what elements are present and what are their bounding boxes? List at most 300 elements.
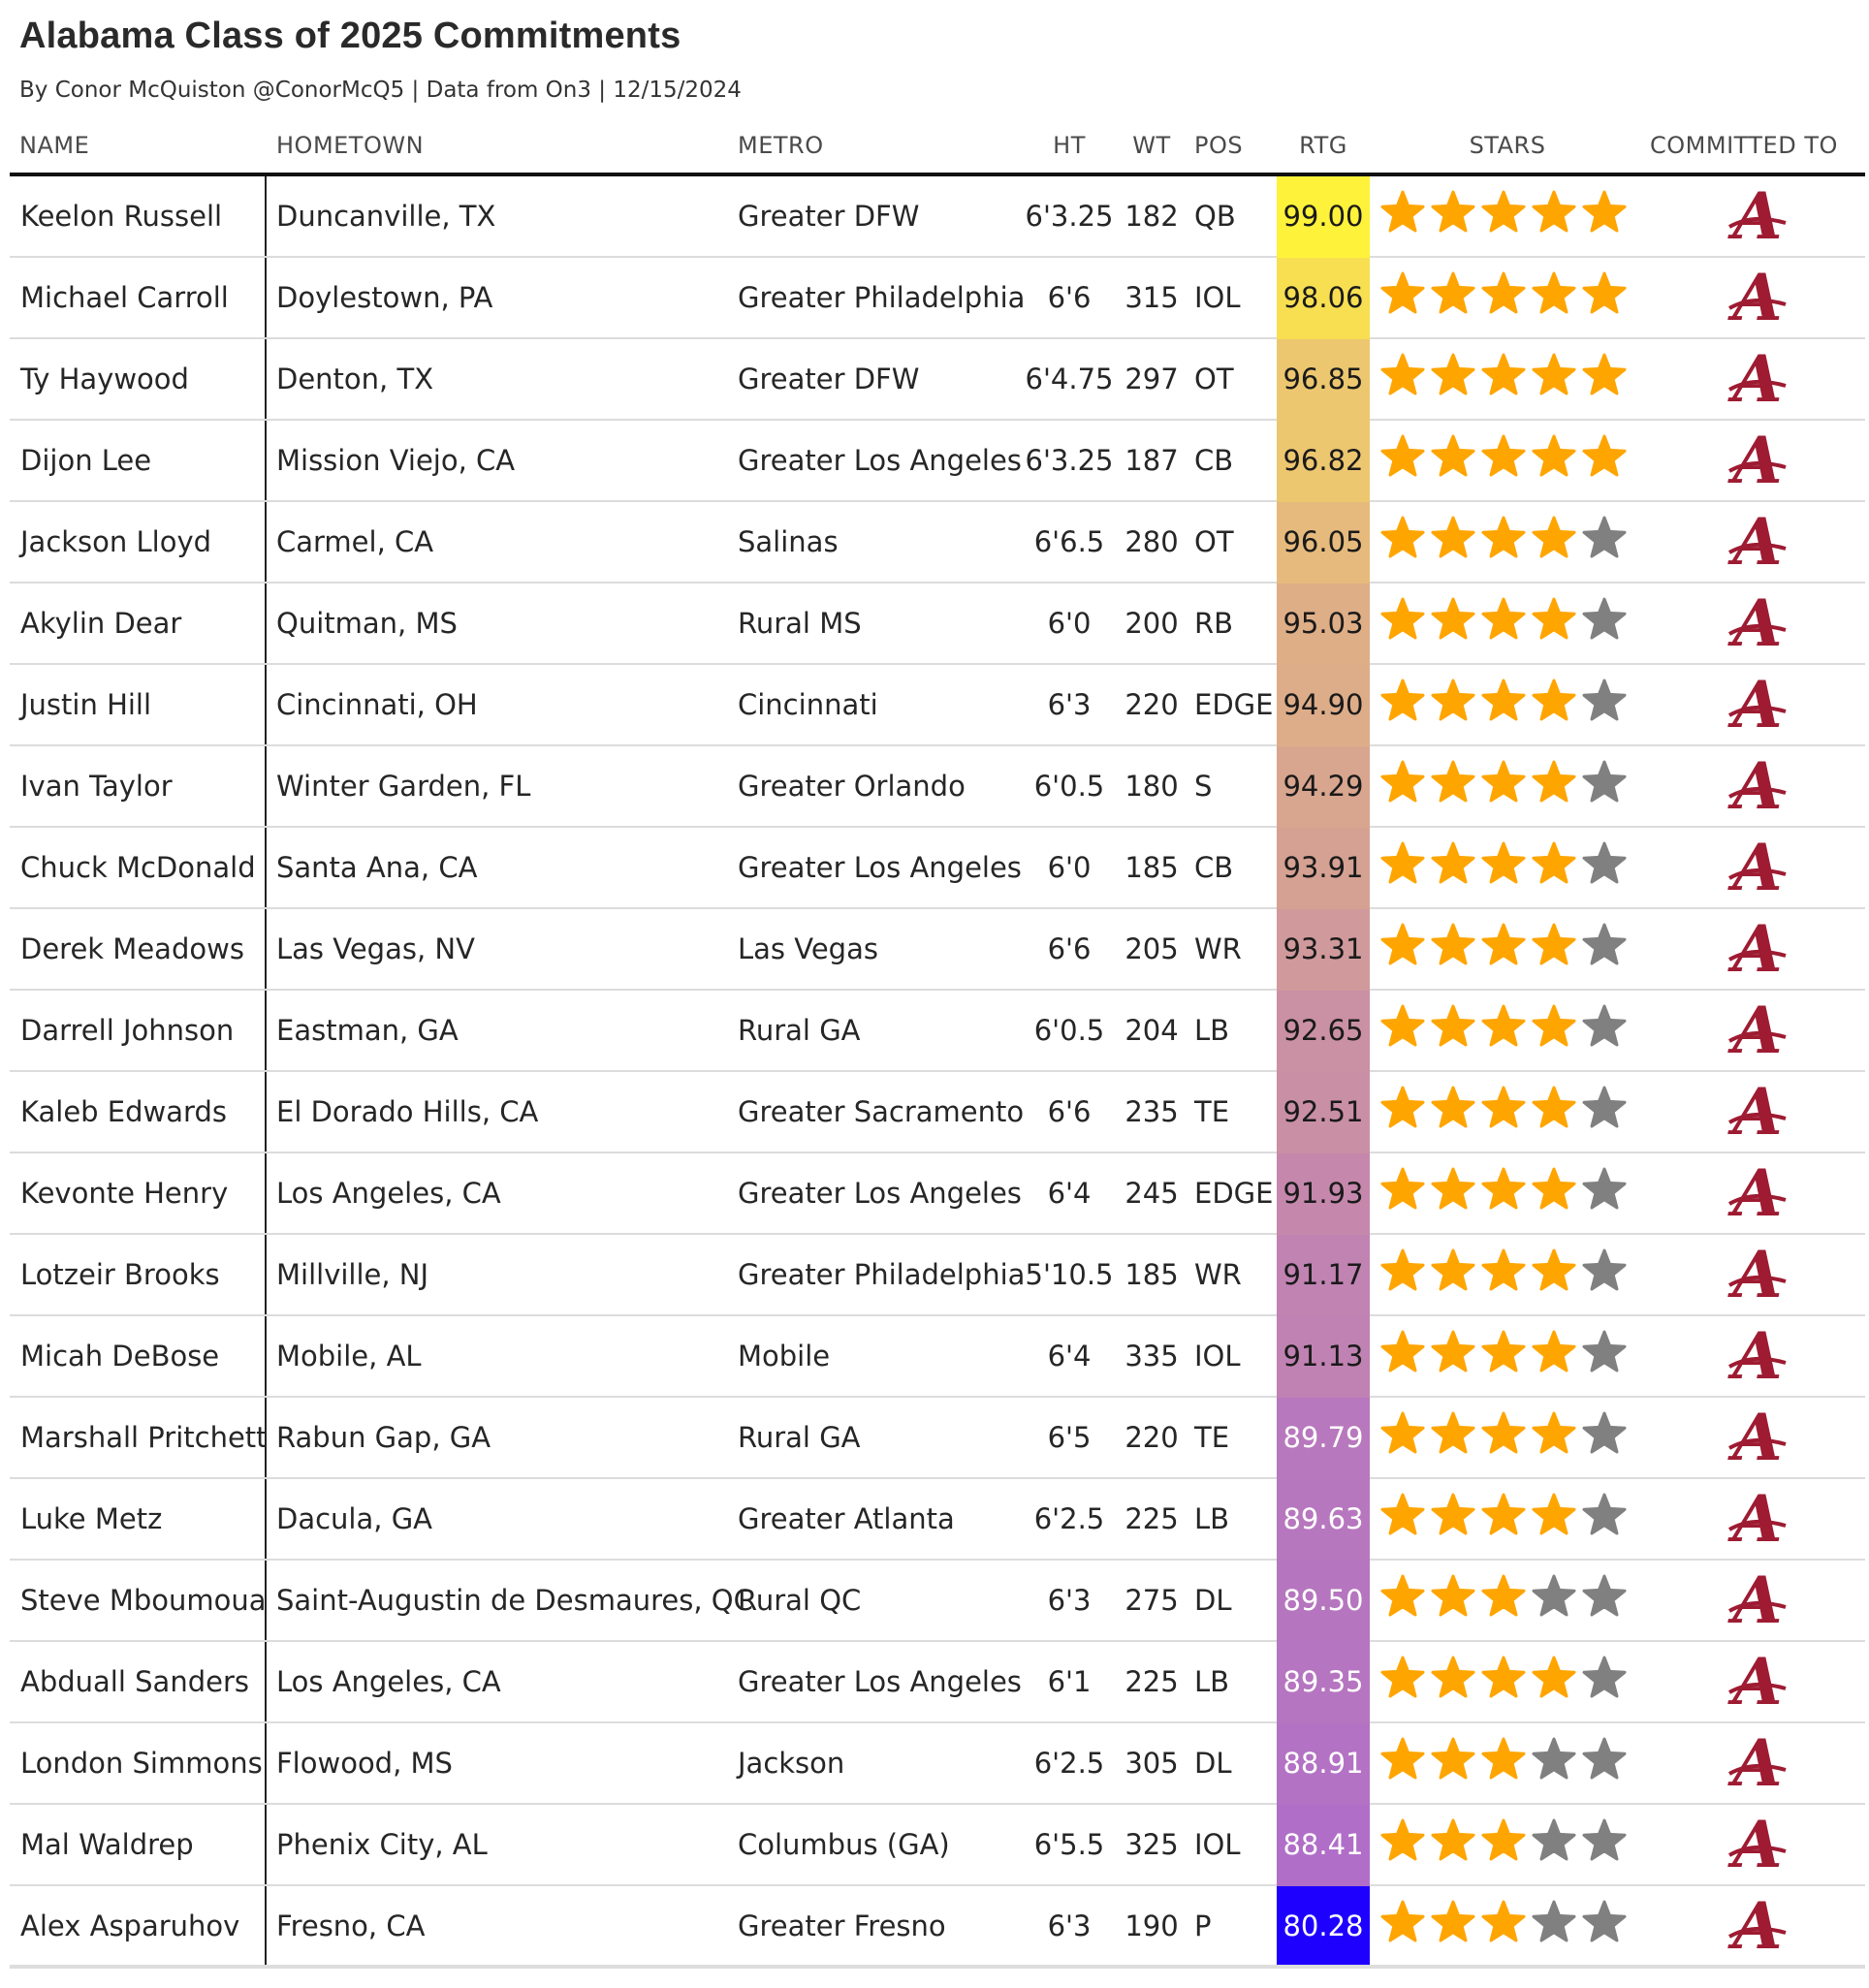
cell-weight: 205 [1125, 932, 1179, 965]
cell-position: TE [1194, 1095, 1230, 1128]
cell-hometown: Los Angeles, CA [276, 1177, 501, 1210]
cell-weight: 305 [1125, 1747, 1179, 1780]
column-header-hometown: HOMETOWN [276, 132, 425, 159]
alabama-script-a-logo [1724, 917, 1791, 981]
cell-hometown: Millville, NJ [276, 1258, 429, 1291]
cell-position: TE [1194, 1421, 1230, 1454]
cell-hometown: Santa Ana, CA [276, 851, 478, 884]
column-header-stars: STARS [1469, 132, 1546, 159]
cell-height: 6'2.5 [1033, 1502, 1105, 1535]
table-row [10, 1561, 1865, 1642]
cell-position: IOL [1194, 1340, 1241, 1373]
star-icon [1532, 923, 1576, 967]
cell-position: QB [1194, 200, 1236, 233]
table-row [10, 258, 1865, 339]
cell-weight: 335 [1125, 1340, 1179, 1373]
cell-metro: Greater Los Angeles [738, 1177, 1022, 1210]
star-icon [1582, 678, 1627, 723]
star-icon [1582, 353, 1627, 397]
cell-weight: 280 [1125, 525, 1179, 558]
cell-rating: 98.06 [1277, 258, 1370, 339]
cell-name: Abduall Sanders [20, 1665, 249, 1698]
star-icon [1380, 1004, 1425, 1049]
cell-name: Chuck McDonald [20, 851, 256, 884]
star-icon [1380, 1167, 1425, 1212]
cell-hometown: Fresno, CA [276, 1909, 426, 1942]
table-row [10, 584, 1865, 665]
cell-name: Derek Meadows [20, 932, 244, 965]
star-icon [1481, 1004, 1526, 1049]
star-icon [1431, 271, 1475, 316]
star-icon [1582, 1167, 1627, 1212]
star-icon [1582, 1248, 1627, 1293]
table-row [10, 909, 1865, 991]
alabama-script-a-logo [1724, 1650, 1791, 1714]
cell-height: 6'4.75 [1025, 363, 1114, 395]
star-icon [1380, 760, 1425, 805]
cell-metro: Rural MS [738, 607, 862, 640]
cell-name: Akylin Dear [20, 607, 182, 640]
cell-position: CB [1194, 851, 1234, 884]
chart-subtitle: By Conor McQuiston @ConorMcQ5 | Data from On3 | 12/15/2024 [19, 78, 742, 103]
cell-position: OT [1194, 525, 1234, 558]
cell-hometown: Phenix City, AL [276, 1828, 488, 1861]
star-icon [1380, 516, 1425, 560]
alabama-script-a-logo [1724, 591, 1791, 655]
cell-height: 6'6 [1047, 932, 1092, 965]
star-icon [1532, 1411, 1576, 1456]
star-icon [1431, 434, 1475, 479]
star-icon [1582, 841, 1627, 886]
star-icon [1582, 1411, 1627, 1456]
alabama-script-a-logo [1724, 1324, 1791, 1388]
cell-weight: 204 [1125, 1014, 1179, 1047]
table-row [10, 1642, 1865, 1723]
cell-position: LB [1194, 1665, 1230, 1698]
alabama-script-a-logo [1724, 266, 1791, 330]
table-row [10, 502, 1865, 584]
svg-text:A: A [1732, 184, 1783, 248]
cell-metro: Greater Los Angeles [738, 851, 1022, 884]
star-icon [1532, 1004, 1576, 1049]
cell-stars [1380, 1493, 1642, 1545]
cell-weight: 297 [1125, 363, 1179, 395]
cell-hometown: Cincinnati, OH [276, 688, 478, 721]
cell-weight: 190 [1125, 1909, 1179, 1942]
cell-height: 5'10.5 [1025, 1258, 1114, 1291]
cell-rating: 99.00 [1277, 176, 1370, 258]
star-icon [1431, 597, 1475, 642]
cell-position: EDGE [1194, 1177, 1274, 1210]
cell-metro: Greater Orlando [738, 770, 966, 803]
alabama-script-a-logo [1724, 1894, 1791, 1958]
cell-name: Steve Mboumoua [20, 1584, 267, 1617]
alabama-script-a-logo [1724, 1243, 1791, 1307]
star-icon [1582, 271, 1627, 316]
star-icon [1431, 1167, 1475, 1212]
alabama-script-a-logo [1724, 428, 1791, 492]
cell-metro: Greater Philadelphia [738, 281, 1026, 314]
alabama-script-a-logo [1724, 754, 1791, 818]
cell-weight: 185 [1125, 1258, 1179, 1291]
cell-height: 6'4 [1047, 1177, 1092, 1210]
star-icon [1431, 678, 1475, 723]
star-icon [1481, 353, 1526, 397]
star-icon [1380, 1493, 1425, 1537]
cell-hometown: Saint-Augustin de Desmaures, QC [276, 1584, 753, 1617]
star-icon [1380, 1900, 1425, 1944]
star-icon [1431, 1818, 1475, 1863]
table-row [10, 1479, 1865, 1561]
star-icon [1532, 760, 1576, 805]
cell-hometown: Flowood, MS [276, 1747, 453, 1780]
cell-metro: Greater Fresno [738, 1909, 946, 1942]
cell-weight: 187 [1125, 444, 1179, 477]
cell-height: 6'2.5 [1033, 1747, 1105, 1780]
svg-text:A: A [1732, 673, 1783, 737]
star-icon [1380, 1330, 1425, 1374]
cell-stars [1380, 1737, 1642, 1789]
alabama-script-a-logo [1724, 1813, 1791, 1877]
star-icon [1582, 1900, 1627, 1944]
svg-text:A: A [1732, 1650, 1783, 1714]
svg-text:A: A [1732, 510, 1783, 574]
star-icon [1380, 1411, 1425, 1456]
star-icon [1582, 597, 1627, 642]
cell-weight: 180 [1125, 770, 1179, 803]
table-body [0, 176, 1869, 1968]
star-icon [1380, 841, 1425, 886]
star-icon [1380, 1818, 1425, 1863]
cell-stars [1380, 678, 1642, 731]
column-header-metro: METRO [738, 132, 824, 159]
star-icon [1532, 1737, 1576, 1782]
star-icon [1431, 190, 1475, 235]
star-icon [1431, 760, 1475, 805]
cell-hometown: Mobile, AL [276, 1340, 422, 1373]
cell-weight: 245 [1125, 1177, 1179, 1210]
svg-text:A: A [1732, 1813, 1783, 1877]
svg-text:A: A [1732, 1487, 1783, 1551]
alabama-script-a-logo [1724, 998, 1791, 1062]
cell-position: LB [1194, 1502, 1230, 1535]
cell-rating: 89.63 [1277, 1479, 1370, 1561]
table-row [10, 991, 1865, 1072]
cell-name: Marshall Pritchett [20, 1421, 268, 1454]
cell-stars [1380, 516, 1642, 568]
star-icon [1431, 1737, 1475, 1782]
cell-metro: Jackson [738, 1747, 845, 1780]
cell-hometown: Quitman, MS [276, 607, 458, 640]
cell-stars [1380, 1574, 1642, 1626]
cell-rating: 96.82 [1277, 421, 1370, 502]
cell-name: London Simmons [20, 1747, 263, 1780]
cell-position: RB [1194, 607, 1234, 640]
cell-hometown: Carmel, CA [276, 525, 434, 558]
cell-weight: 220 [1125, 1421, 1179, 1454]
star-icon [1380, 678, 1425, 723]
star-icon [1582, 516, 1627, 560]
cell-stars [1380, 923, 1642, 975]
table-row [10, 1886, 1865, 1968]
svg-text:A: A [1732, 1405, 1783, 1469]
star-icon [1431, 516, 1475, 560]
star-icon [1431, 1330, 1475, 1374]
star-icon [1481, 923, 1526, 967]
star-icon [1582, 1493, 1627, 1537]
cell-hometown: Mission Viejo, CA [276, 444, 516, 477]
cell-position: IOL [1194, 281, 1241, 314]
cell-hometown: Winter Garden, FL [276, 770, 531, 803]
star-icon [1380, 190, 1425, 235]
star-icon [1532, 597, 1576, 642]
cell-stars [1380, 1248, 1642, 1301]
cell-stars [1380, 353, 1642, 405]
cell-rating: 93.91 [1277, 828, 1370, 909]
star-icon [1431, 1656, 1475, 1700]
cell-weight: 315 [1125, 281, 1179, 314]
star-icon [1481, 1330, 1526, 1374]
cell-weight: 220 [1125, 688, 1179, 721]
cell-hometown: Eastman, GA [276, 1014, 459, 1047]
star-icon [1582, 190, 1627, 235]
cell-name: Lotzeir Brooks [20, 1258, 220, 1291]
cell-weight: 182 [1125, 200, 1179, 233]
cell-name: Dijon Lee [20, 444, 152, 477]
star-icon [1532, 1167, 1576, 1212]
cell-metro: Las Vegas [738, 932, 878, 965]
cell-weight: 325 [1125, 1828, 1179, 1861]
star-icon [1532, 1900, 1576, 1944]
cell-metro: Columbus (GA) [738, 1828, 950, 1861]
star-icon [1532, 841, 1576, 886]
cell-rating: 93.31 [1277, 909, 1370, 991]
cell-height: 6'6 [1047, 1095, 1092, 1128]
cell-rating: 89.50 [1277, 1561, 1370, 1642]
cell-position: OT [1194, 363, 1234, 395]
star-icon [1532, 1656, 1576, 1700]
cell-height: 6'3.25 [1025, 444, 1114, 477]
star-icon [1532, 1818, 1576, 1863]
table-row [10, 176, 1865, 258]
cell-name: Jackson Lloyd [20, 525, 212, 558]
cell-position: LB [1194, 1014, 1230, 1047]
cell-hometown: Dacula, GA [276, 1502, 433, 1535]
cell-stars [1380, 434, 1642, 487]
cell-name: Darrell Johnson [20, 1014, 235, 1047]
cell-metro: Greater DFW [738, 363, 920, 395]
cell-stars [1380, 1900, 1642, 1952]
star-icon [1582, 1086, 1627, 1130]
cell-stars [1380, 760, 1642, 812]
cell-name: Alex Asparuhov [20, 1909, 240, 1942]
alabama-script-a-logo [1724, 510, 1791, 574]
alabama-script-a-logo [1724, 1405, 1791, 1469]
svg-text:A: A [1732, 998, 1783, 1062]
star-icon [1431, 1411, 1475, 1456]
cell-weight: 235 [1125, 1095, 1179, 1128]
star-icon [1481, 190, 1526, 235]
cell-name: Justin Hill [20, 688, 152, 721]
star-icon [1380, 353, 1425, 397]
svg-text:A: A [1732, 1568, 1783, 1632]
table-row [10, 746, 1865, 828]
star-icon [1532, 1493, 1576, 1537]
cell-metro: Mobile [738, 1340, 831, 1373]
cell-rating: 96.05 [1277, 502, 1370, 584]
star-icon [1582, 923, 1627, 967]
cell-hometown: Rabun Gap, GA [276, 1421, 491, 1454]
star-icon [1481, 1493, 1526, 1537]
table-row [10, 828, 1865, 909]
table-row [10, 1072, 1865, 1153]
cell-rating: 91.17 [1277, 1235, 1370, 1316]
svg-text:A: A [1732, 1324, 1783, 1388]
column-header-pos: POS [1194, 132, 1244, 159]
star-icon [1431, 353, 1475, 397]
cell-rating: 94.29 [1277, 746, 1370, 828]
cell-height: 6'5.5 [1033, 1828, 1105, 1861]
table-row [10, 1316, 1865, 1398]
cell-position: WR [1194, 1258, 1242, 1291]
svg-text:A: A [1732, 1161, 1783, 1225]
alabama-script-a-logo [1724, 347, 1791, 411]
cell-stars [1380, 1656, 1642, 1708]
cell-metro: Cincinnati [738, 688, 878, 721]
alabama-script-a-logo [1724, 1161, 1791, 1225]
cell-weight: 200 [1125, 607, 1179, 640]
cell-rating: 91.13 [1277, 1316, 1370, 1398]
cell-position: WR [1194, 932, 1242, 965]
svg-text:A: A [1732, 1894, 1783, 1958]
cell-rating: 92.51 [1277, 1072, 1370, 1153]
cell-stars [1380, 1004, 1642, 1057]
cell-hometown: Denton, TX [276, 363, 434, 395]
cell-rating: 80.28 [1277, 1886, 1370, 1968]
cell-hometown: Las Vegas, NV [276, 932, 475, 965]
cell-position: CB [1194, 444, 1234, 477]
cell-rating: 92.65 [1277, 991, 1370, 1072]
table-row [10, 1805, 1865, 1886]
column-header-rtg: RTG [1299, 132, 1347, 159]
cell-weight: 225 [1125, 1502, 1179, 1535]
column-header-wt: WT [1132, 132, 1171, 159]
cell-rating: 89.79 [1277, 1398, 1370, 1479]
cell-position: DL [1194, 1584, 1232, 1617]
table-row [10, 1235, 1865, 1316]
star-icon [1582, 434, 1627, 479]
star-icon [1532, 434, 1576, 479]
svg-text:A: A [1732, 836, 1783, 899]
cell-height: 6'3.25 [1025, 200, 1114, 233]
star-icon [1481, 1086, 1526, 1130]
star-icon [1481, 1248, 1526, 1293]
cell-name: Mal Waldrep [20, 1828, 194, 1861]
star-icon [1481, 1818, 1526, 1863]
cell-stars [1380, 271, 1642, 324]
table-row [10, 1153, 1865, 1235]
table-row [10, 421, 1865, 502]
star-icon [1481, 678, 1526, 723]
cell-position: IOL [1194, 1828, 1241, 1861]
svg-text:A: A [1732, 428, 1783, 492]
star-icon [1431, 841, 1475, 886]
star-icon [1532, 353, 1576, 397]
alabama-script-a-logo [1724, 184, 1791, 248]
cell-height: 6'0 [1047, 607, 1092, 640]
cell-weight: 275 [1125, 1584, 1179, 1617]
star-icon [1582, 1656, 1627, 1700]
svg-text:A: A [1732, 1731, 1783, 1795]
svg-text:A: A [1732, 1243, 1783, 1307]
cell-metro: Greater Atlanta [738, 1502, 955, 1535]
table-row [10, 339, 1865, 421]
star-icon [1380, 271, 1425, 316]
cell-stars [1380, 1167, 1642, 1219]
star-icon [1532, 1330, 1576, 1374]
column-header-committed: COMMITTED TO [1650, 132, 1838, 159]
cell-metro: Greater Sacramento [738, 1095, 1025, 1128]
cell-stars [1380, 841, 1642, 894]
cell-rating: 96.85 [1277, 339, 1370, 421]
cell-metro: Greater Los Angeles [738, 444, 1022, 477]
table-row [10, 665, 1865, 746]
svg-text:A: A [1732, 347, 1783, 411]
star-icon [1431, 923, 1475, 967]
cell-name: Keelon Russell [20, 200, 223, 233]
star-icon [1481, 434, 1526, 479]
star-icon [1380, 1574, 1425, 1619]
cell-stars [1380, 597, 1642, 649]
star-icon [1380, 1737, 1425, 1782]
cell-rating: 91.93 [1277, 1153, 1370, 1235]
alabama-script-a-logo [1724, 1487, 1791, 1551]
cell-hometown: El Dorado Hills, CA [276, 1095, 539, 1128]
star-icon [1582, 1737, 1627, 1782]
svg-text:A: A [1732, 591, 1783, 655]
cell-height: 6'3 [1047, 688, 1092, 721]
svg-text:A: A [1732, 266, 1783, 330]
cell-stars [1380, 190, 1642, 242]
cell-height: 6'0 [1047, 851, 1092, 884]
star-icon [1481, 516, 1526, 560]
star-icon [1532, 190, 1576, 235]
star-icon [1532, 678, 1576, 723]
chart-title: Alabama Class of 2025 Commitments [19, 16, 681, 56]
cell-weight: 185 [1125, 851, 1179, 884]
cell-rating: 88.41 [1277, 1805, 1370, 1886]
star-icon [1481, 271, 1526, 316]
star-icon [1431, 1574, 1475, 1619]
star-icon [1532, 1248, 1576, 1293]
cell-hometown: Doylestown, PA [276, 281, 493, 314]
star-icon [1582, 1574, 1627, 1619]
cell-metro: Rural GA [738, 1421, 861, 1454]
star-icon [1481, 1167, 1526, 1212]
star-icon [1532, 516, 1576, 560]
cell-metro: Greater DFW [738, 200, 920, 233]
svg-text:A: A [1732, 1080, 1783, 1144]
svg-text:A: A [1732, 917, 1783, 981]
cell-metro: Greater Philadelphia [738, 1258, 1026, 1291]
cell-rating: 94.90 [1277, 665, 1370, 746]
cell-rating: 88.91 [1277, 1723, 1370, 1805]
star-icon [1380, 1086, 1425, 1130]
alabama-script-a-logo [1724, 1080, 1791, 1144]
star-icon [1431, 1248, 1475, 1293]
cell-metro: Rural GA [738, 1014, 861, 1047]
cell-height: 6'0.5 [1033, 770, 1105, 803]
